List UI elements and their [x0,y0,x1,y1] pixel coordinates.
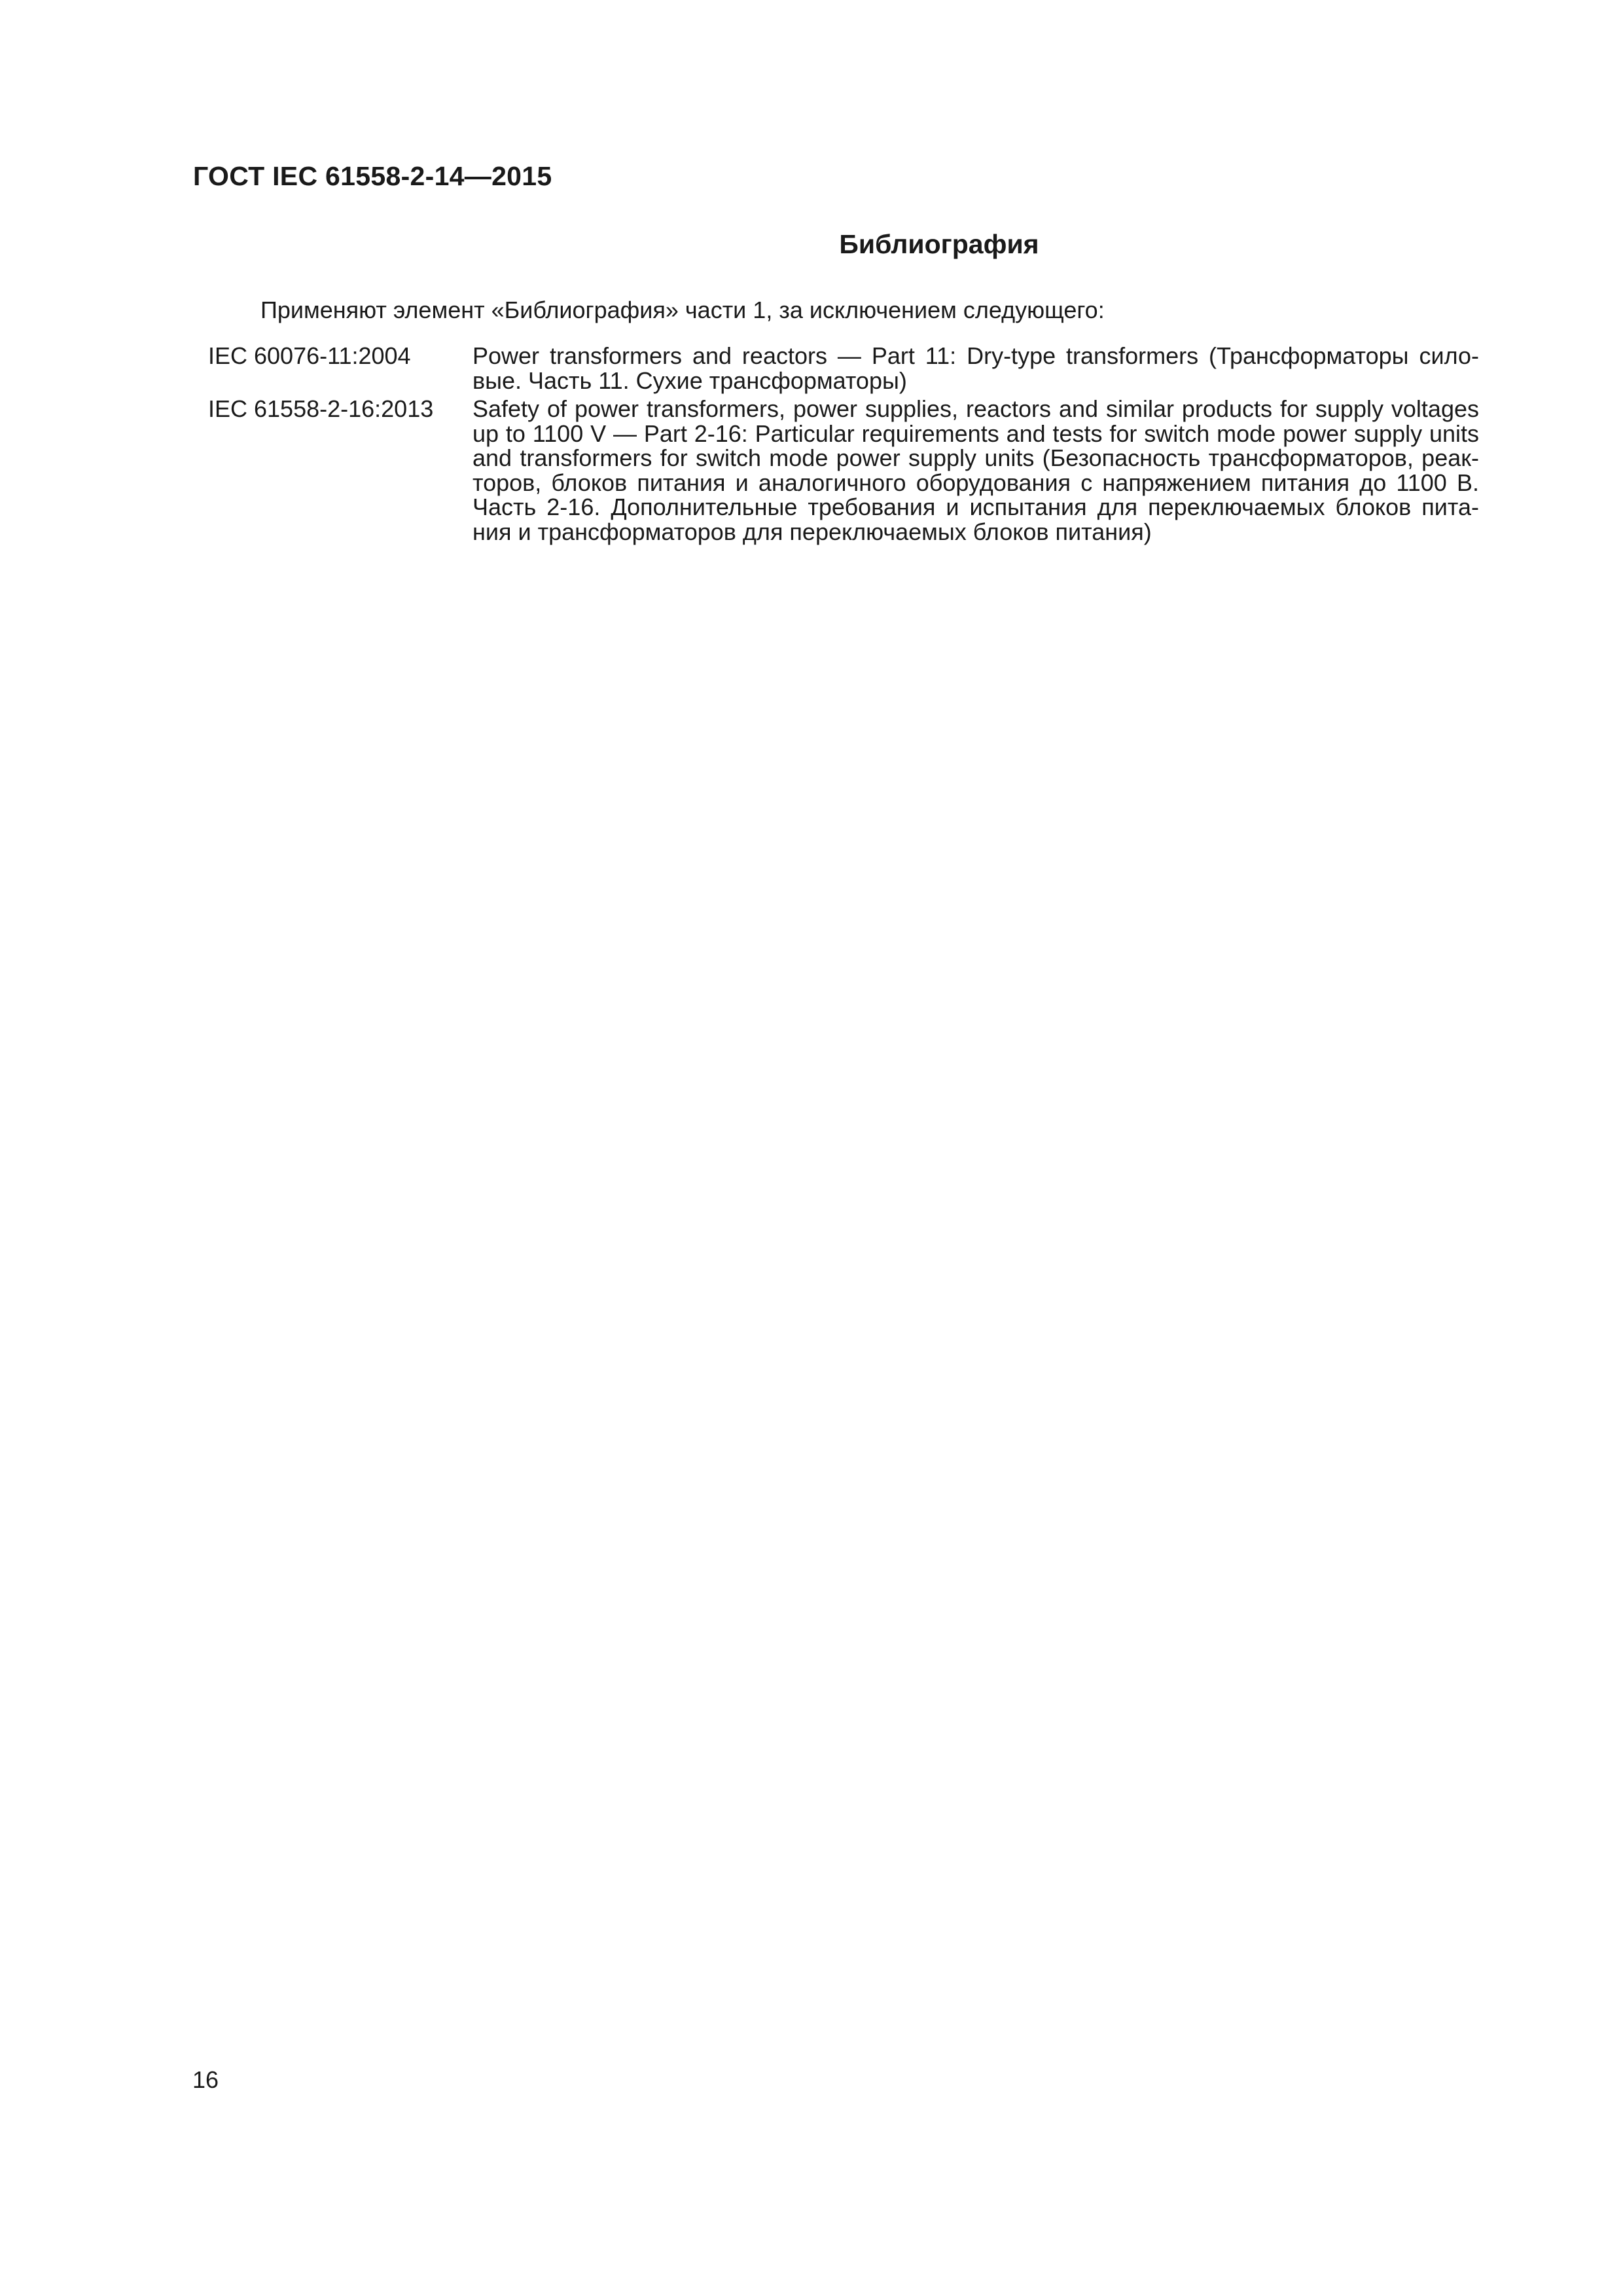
bibliography-entry [208,344,1479,393]
entry-description-line: торов, блоков питания и аналогичного оборудования с напряжением питания до 1100 В. [473,469,1479,496]
bibliography-list [208,344,1479,548]
entry-description-line: ния и трансформаторов для переключаемых блоков питания) [473,518,1152,545]
document-code: ГОСТ IEC 61558-2-14—2015 [193,161,552,191]
entry-description-line: Safety of power transformers, power supplies, reactors and similar products for supply voltages [473,395,1479,422]
intro-paragraph: Применяют элемент «Библиография» части 1, за исключением следующего: [260,296,1105,323]
entry-description-line: вые. Часть 11. Сухие трансформаторы) [473,367,907,394]
page-number: 16 [192,2066,219,2093]
section-title-text: Библиография [839,229,1039,259]
entry-description-line: Часть 2-16. Дополнительные требования и испытания для переключаемых блоков пита- [473,493,1479,520]
bibliography-entry [208,397,1479,544]
entry-reference-id: IEC 61558-2-16:2013 [208,395,434,422]
entry-description [473,397,1479,544]
entry-reference-id: IEC 60076-11:2004 [208,342,411,369]
entry-description-line: Power transformers and reactors — Part 11: Dry-type transformers (Трансформаторы сило- [473,342,1479,369]
entry-description-line: and transformers for switch mode power supply units (Безопасность трансформаторов, реак- [473,444,1479,471]
entry-description-line: up to 1100 V — Part 2-16: Particular requirements and tests for switch mode power supply units [473,420,1479,447]
section-title [0,229,1623,260]
entry-description [473,344,1479,393]
